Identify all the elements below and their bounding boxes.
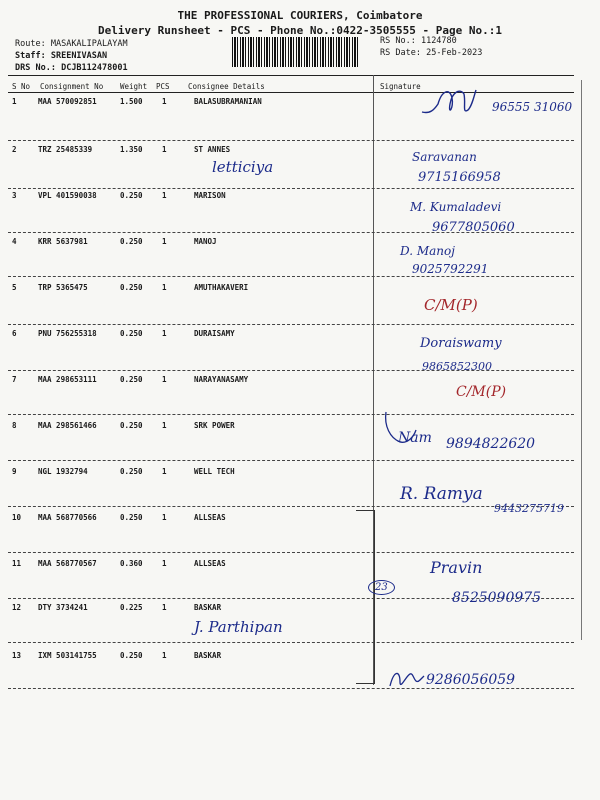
- row-consignment: KRR 5637981: [38, 237, 88, 246]
- row-weight: 0.250: [120, 651, 143, 660]
- row-consignment: IXM 503141755: [38, 651, 97, 660]
- col-header-signature: Signature: [380, 82, 421, 91]
- row-consignee: MANOJ: [194, 237, 217, 246]
- row-consignee: DURAISAMY: [194, 329, 235, 338]
- row-consignment: PNU 756255318: [38, 329, 97, 338]
- row-separator: [8, 324, 574, 325]
- table-row: [8, 513, 574, 561]
- col-header-sno: S No: [12, 82, 31, 91]
- row-separator: [8, 552, 574, 553]
- row-consignment: NGL 1932794: [38, 467, 88, 476]
- signature-r2-phone: 9715166958: [418, 170, 501, 185]
- row-consignment: TRZ 25485339: [38, 145, 93, 154]
- table-row: [8, 145, 574, 193]
- drs-line: [15, 63, 128, 73]
- row-pcs: 1: [162, 651, 167, 660]
- rs-date-value: 25-Feb-2023: [426, 48, 483, 58]
- signature-r5-stamp: C/M(P): [424, 296, 478, 314]
- row-sno: 9: [12, 467, 17, 476]
- drs-value: DCJB112478001: [61, 63, 128, 73]
- row-sno: 1: [12, 97, 17, 106]
- row-pcs: 1: [162, 97, 167, 106]
- row-pcs: 1: [162, 191, 167, 200]
- right-margin-line: [581, 80, 582, 640]
- row-consignee: MARISON: [194, 191, 226, 200]
- rs-no-value: 1124780: [420, 36, 457, 46]
- bracket-mark: [356, 510, 375, 684]
- rs-date-line: [380, 48, 482, 58]
- row-consignee: ALLSEAS: [194, 559, 226, 568]
- col-header-consignee: Consignee Details: [188, 82, 265, 91]
- scribble-signature-13: [386, 666, 426, 694]
- signature-r4-name: D. Manoj: [400, 244, 455, 258]
- company-title: THE PROFESSIONAL COURIERS, Coimbatore: [177, 9, 423, 22]
- row-pcs: 1: [162, 603, 167, 612]
- route-line: [15, 39, 128, 49]
- signature-r10-phone: 8525090975: [452, 590, 542, 606]
- row-consignment: MAA 298653111: [38, 375, 97, 384]
- table-row: [8, 97, 574, 145]
- row-consignment: MAA 568770566: [38, 513, 97, 522]
- scribble-signature-1: [420, 84, 480, 122]
- route-value: MASAKALIPALAYAM: [50, 39, 128, 49]
- row-separator: [8, 688, 574, 689]
- row-consignee: NARAYANASAMY: [194, 375, 249, 384]
- row-consignee: ST ANNES: [194, 145, 231, 154]
- col-header-weight: Weight: [120, 82, 148, 91]
- row-consignment: DTY 3734241: [38, 603, 88, 612]
- signature-r2-name: Saravanan: [412, 150, 477, 164]
- row-consignment: MAA 298561466: [38, 421, 97, 430]
- row-pcs: 1: [162, 329, 167, 338]
- row-weight: 0.250: [120, 237, 143, 246]
- staff-label: Staff:: [15, 51, 46, 61]
- row-weight: 0.250: [120, 513, 143, 522]
- table-header-rule: [8, 92, 574, 93]
- row-consignment: MAA 568770567: [38, 559, 97, 568]
- row-consignee: ALLSEAS: [194, 513, 226, 522]
- signature-r8-name: Nam: [398, 430, 432, 446]
- col-header-consignment: Consignment No: [40, 82, 104, 91]
- row-separator: [8, 460, 574, 461]
- table-top-rule: [8, 75, 574, 76]
- row-pcs: 1: [162, 375, 167, 384]
- row-consignee: BALASUBRAMANIAN: [194, 97, 262, 106]
- row-weight: 0.250: [120, 421, 143, 430]
- row-pcs: 1: [162, 513, 167, 522]
- signature-r3-name: M. Kumaladevi: [410, 200, 502, 214]
- row-pcs: 1: [162, 145, 167, 154]
- row-sno: 10: [12, 513, 22, 522]
- handwritten-note-r2: letticiya: [212, 158, 274, 176]
- rs-no-label: RS No.:: [380, 36, 416, 46]
- signature-r9-phone: 9443275719: [494, 502, 564, 515]
- signature-r1-phone: 96555 31060: [492, 100, 573, 114]
- row-sno: 2: [12, 145, 17, 154]
- row-weight: 0.250: [120, 283, 143, 292]
- row-weight: 0.250: [120, 467, 143, 476]
- row-sno: 12: [12, 603, 22, 612]
- row-consignment: VPL 401590038: [38, 191, 97, 200]
- row-consignee: AMUTHAKAVERI: [194, 283, 249, 292]
- signature-r13-phone: 9286056059: [426, 672, 516, 688]
- row-separator: [8, 506, 574, 507]
- row-consignment: MAA 570092851: [38, 97, 97, 106]
- row-sno: 5: [12, 283, 17, 292]
- runsheet-subtitle: Delivery Runsheet - PCS - Phone No.:0422-3505555 - Page No.:1: [98, 24, 502, 37]
- drs-label: DRS No.:: [15, 63, 56, 73]
- row-pcs: 1: [162, 467, 167, 476]
- table-row: [8, 603, 574, 651]
- row-consignee: BASKAR: [194, 651, 222, 660]
- row-sno: 8: [12, 421, 17, 430]
- row-separator: [8, 276, 574, 277]
- row-pcs: 1: [162, 559, 167, 568]
- signature-r4-phone: 9025792291: [412, 262, 489, 276]
- route-label: Route:: [15, 39, 46, 49]
- row-weight: 0.360: [120, 559, 143, 568]
- rs-date-label: RS Date:: [380, 48, 421, 58]
- rs-no-line: [380, 36, 457, 46]
- row-weight: 0.250: [120, 329, 143, 338]
- row-pcs: 1: [162, 421, 167, 430]
- signature-r10-name: Pravin: [430, 558, 483, 577]
- row-separator: [8, 188, 574, 189]
- row-sno: 3: [12, 191, 17, 200]
- signature-r7-stamp: C/M(P): [456, 384, 507, 400]
- row-separator: [8, 414, 574, 415]
- table-row: [8, 237, 574, 285]
- row-consignee: SRK POWER: [194, 421, 235, 430]
- row-separator: [8, 140, 574, 141]
- staff-value: SREENIVASAN: [50, 51, 108, 61]
- row-weight: 0.225: [120, 603, 143, 612]
- row-weight: 1.350: [120, 145, 143, 154]
- row-weight: 0.250: [120, 375, 143, 384]
- row-pcs: 1: [162, 283, 167, 292]
- signature-r8-phone: 9894822620: [446, 436, 536, 452]
- signature-r9-name: R. Ramya: [400, 484, 483, 504]
- table-row: [8, 467, 574, 515]
- row-weight: 0.250: [120, 191, 143, 200]
- row-separator: [8, 642, 574, 643]
- signature-r3-phone: 9677805060: [432, 220, 515, 235]
- row-sno: 11: [12, 559, 22, 568]
- row-weight: 1.500: [120, 97, 143, 106]
- barcode: [232, 37, 360, 67]
- staff-line: [15, 51, 107, 61]
- row-consignee: WELL TECH: [194, 467, 235, 476]
- row-sno: 13: [12, 651, 22, 660]
- row-sno: 4: [12, 237, 17, 246]
- row-consignee: BASKAR: [194, 603, 222, 612]
- row-pcs: 1: [162, 237, 167, 246]
- row-consignment: TRP 5365475: [38, 283, 88, 292]
- row-sno: 7: [12, 375, 17, 384]
- signature-r6-name: Doraiswamy: [420, 336, 502, 351]
- row-sno: 6: [12, 329, 17, 338]
- handwritten-note-r12: J. Parthipan: [194, 618, 283, 636]
- circled-mark-r10: 23: [368, 580, 395, 595]
- col-header-pcs: PCS: [156, 82, 170, 91]
- signature-r6-phone: 9865852300: [422, 360, 492, 373]
